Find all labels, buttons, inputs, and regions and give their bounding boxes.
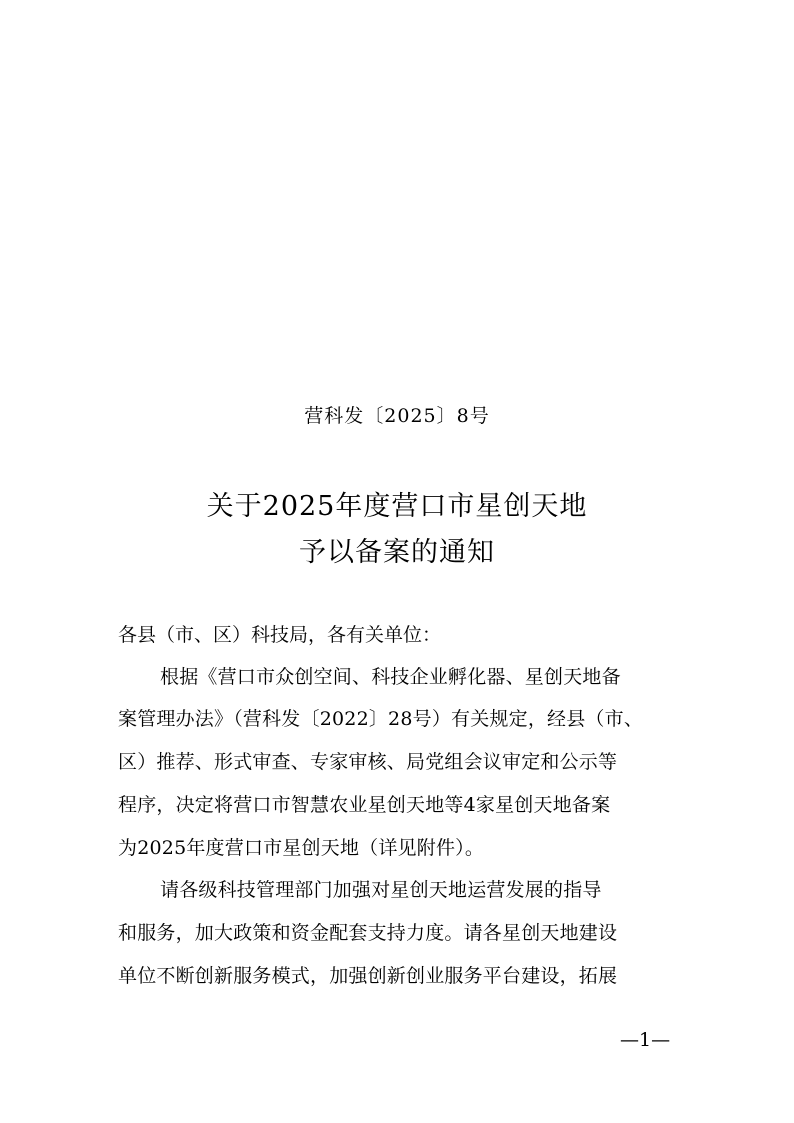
- document-title-line-1: 关于2025年度营口市星创天地: [206, 491, 588, 522]
- page-number: —1—: [620, 1029, 671, 1051]
- paragraph-line: 案管理办法》（营科发〔2022〕28号）有关规定，经县（市、: [118, 708, 644, 730]
- document-number: 营科发〔2025〕8号: [304, 405, 490, 427]
- salutation: 各县（市、区）科技局，各有关单位：: [118, 624, 442, 646]
- paragraph-line: 为2025年度营口市星创天地（详见附件）。: [118, 837, 485, 859]
- paragraph-line: 根据《营口市众创空间、科技企业孵化器、星创天地备: [160, 666, 621, 688]
- paragraph-line: 区）推荐、形式审查、专家审核、局党组会议审定和公示等: [118, 751, 618, 773]
- paragraph-line: 和服务，加大政策和资金配套支持力度。请各星创天地建设: [118, 922, 618, 944]
- document-title-line-2: 予以备案的通知: [299, 537, 495, 568]
- paragraph-line: 程序，决定将营口市智慧农业星创天地等4家星创天地备案: [118, 794, 611, 816]
- paragraph-line: 请各级科技管理部门加强对星创天地运营发展的指导: [160, 879, 602, 901]
- paragraph-line: 单位不断创新服务模式，加强创新创业服务平台建设，拓展: [118, 965, 618, 987]
